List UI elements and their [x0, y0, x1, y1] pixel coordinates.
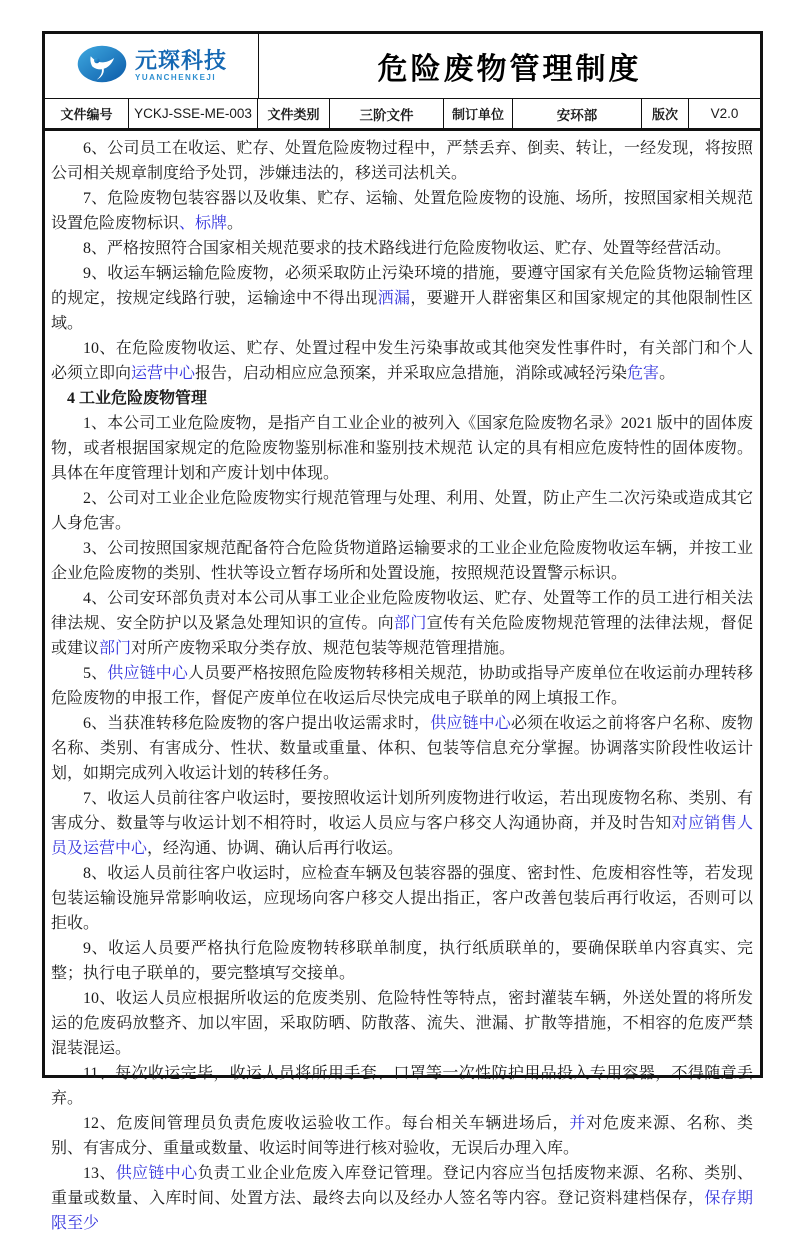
body-paragraph	[51, 861, 753, 936]
body-paragraph	[51, 136, 753, 186]
body-text: 3、公司按照国家规范配备符合危险货物道路运输要求的工业企业危险废物收运车辆，并按工业企业危险废物的类别、性状等设立暂存场所和处置设施，按照规范设置警示标识。	[51, 540, 753, 582]
document-page	[42, 31, 763, 1232]
body-paragraph	[51, 261, 753, 336]
body-text: 宣传有关危险废物规范管理的法律法规，督促或建议	[51, 615, 753, 657]
body-text: 对危废来源、名称、类别、有害成分、重量或数量、收运时间等进行核对验收，无误后办理入库。	[51, 1115, 753, 1157]
revised-text: 供应链中心	[430, 715, 511, 732]
body-text: 。	[659, 365, 676, 382]
body-text: 8、严格按照符合国家相关规范要求的技术路线进行危险废物收运、贮存、处置等经营活动。	[83, 240, 732, 257]
meta-label-drafting-unit: 制订单位	[451, 107, 504, 122]
body-text: 对所产废物采取分类存放、规范包装等规范管理措施。	[131, 640, 516, 657]
body-text: 7、收运人员前往客户收运时，要按照收运计划所列废物进行收运，若出现废物名称、类别、有害成分、数量等与收运计划不相符时，收运人员应与客户移交人沟通协商，并及时告知	[51, 790, 753, 832]
body-text: 12、危废间管理员负责危废收运验收工作。每台相关车辆进场后，	[83, 1115, 570, 1132]
body-paragraph	[51, 236, 753, 261]
body-text: 13、	[83, 1165, 116, 1182]
body-paragraph	[51, 661, 753, 711]
document-meta-row	[45, 99, 760, 131]
revised-text: 运营中心	[131, 365, 196, 382]
body-text: 必须在收运之前将客户名称、废物名称、类别、有害成分、性状、数量或重量、体积、包装等信息充分掌握。协调落实阶段性收运计划，如期完成列入收运计划的转移任务。	[51, 715, 753, 782]
logo-cell	[45, 34, 259, 98]
meta-label-doc-number: 文件编号	[60, 107, 113, 122]
body-text: 6、公司员工在收运、贮存、处置危险废物过程中，严禁丢弃、倒卖、转让，一经发现，将按照公司相关规章制度给予处罚，涉嫌违法的，移送司法机关。	[51, 140, 753, 182]
meta-label-version: 版次	[651, 107, 678, 122]
revised-text: 、标牌	[179, 215, 228, 232]
body-text: 9、收运人员要严格执行危险废物转移联单制度，执行纸质联单的，要确保联单内容真实、完整；执行电子联单的，要完整填写交接单。	[51, 940, 753, 982]
body-text: 6、当获准转移危险废物的客户提出收运需求时，	[83, 715, 431, 732]
body-paragraph	[51, 186, 753, 236]
body-text: 10、在危险废物收运、贮存、处置过程中发生污染事故或其他突发性事件时，有关部门和个人必须立即向	[51, 340, 753, 382]
company-logo-icon	[76, 44, 128, 89]
body-paragraph	[51, 536, 753, 586]
body-text: 9、收运车辆运输危险废物，必须采取防止污染环境的措施，要遵守国家有关危险货物运输管理的规定，按规定线路行驶，运输途中不得出现	[51, 265, 753, 307]
body-paragraph	[51, 411, 753, 486]
revised-text: 保存期限至少	[51, 1190, 753, 1232]
body-text: 2、公司对工业企业危险废物实行规范管理与处理、利用、处置，防止产生二次污染或造成其它人身危害。	[51, 490, 753, 532]
body-text: 人员要严格按照危险废物转移相关规范，协助或指导产废单位在收运前办理转移危险废物的申报工作，督促产废单位在收运后尽快完成电子联单的网上填报工作。	[51, 665, 753, 707]
body-text: 报告，启动相应应急预案，并采取应急措施，消除或减轻污染	[195, 365, 628, 382]
meta-value-doc-category: 三阶文件	[359, 107, 414, 123]
meta-label-doc-category: 文件类别	[267, 107, 320, 122]
logo-wordmark	[135, 50, 227, 82]
document-header	[45, 34, 760, 99]
revised-text: 洒漏	[377, 290, 411, 307]
meta-value-doc-number: YCKJ-SSE-ME-003	[134, 106, 252, 121]
company-name-cn: 元琛科技	[134, 48, 227, 73]
body-paragraph	[51, 486, 753, 536]
page-title: 危险废物管理制度	[377, 53, 642, 86]
body-paragraph	[51, 1061, 753, 1111]
revised-text: 部门	[99, 640, 132, 657]
body-paragraph	[51, 1161, 753, 1236]
title-cell	[259, 34, 760, 98]
body-text: 8、收运人员前往客户收运时，应检查车辆及包装容器的强度、密封性、危废相容性等，若发现包装运输设施异常影响收运，应现场向客户移交人提出指正，客户改善包装后再行收运，否则可以拒收。	[51, 865, 753, 932]
meta-value-drafting-unit: 安环部	[556, 107, 598, 123]
body-text: 11、每次收运完毕，收运人员将所用手套、口罩等一次性防护用品投入专用容器，不得随意丢弃。	[51, 1065, 753, 1107]
revised-text: 部门	[393, 615, 427, 632]
revised-text: 供应链中心	[115, 1165, 198, 1182]
body-paragraph	[51, 936, 753, 986]
body-text: 1、本公司工业危险废物，是指产自工业企业的被列入《国家危险废物名录》2021 版中的固体废物，或者根据国家规定的危险废物鉴别标准和鉴别技术规范 认定的具有相应危废特性的固体废物。具体在年度管理计划和产废计划中体现。	[51, 415, 753, 482]
section-heading	[51, 386, 753, 411]
body-paragraph	[51, 586, 753, 661]
body-text: 5、	[83, 665, 108, 682]
body-text: 4 工业危险废物管理	[67, 390, 208, 407]
body-paragraph	[51, 336, 753, 386]
body-text: 10、收运人员应根据所收运的危废类别、危险特性等特点，密封灌装车辆，外送处置的将所发运的危废码放整齐、加以牢固，采取防晒、防散落、流失、泄漏、扩散等措施，不相容的危废严禁混装混运。	[51, 990, 753, 1057]
body-paragraph	[51, 711, 753, 786]
company-name-en: YUANCHENKEJI	[134, 73, 217, 82]
body-text: 4、公司安环部负责对本公司从事工业企业危险废物收运、贮存、处置等工作的员工进行相关法律法规、安全防护以及紧急处理知识的宣传。向	[51, 590, 753, 632]
body-text: ，要避开人群密集区和国家规定的其他限制性区域。	[51, 290, 753, 332]
body-paragraph	[51, 786, 753, 861]
body-text: 负责工业企业危废入库登记管理。登记内容应当包括废物来源、名称、类别、重量或数量、入库时间、处置方法、最终去向以及经办人签名等内容。登记资料建档保存，	[51, 1165, 753, 1207]
body-text: 7、危险废物包装容器以及收集、贮存、运输、处置危险废物的设施、场所，按照国家相关规范设置危险废物标识	[51, 190, 753, 232]
body-paragraph	[51, 986, 753, 1061]
revised-text: 对应销售人员及运营中心	[51, 815, 753, 857]
revised-text: 危害	[627, 365, 660, 382]
document-body	[45, 131, 760, 1232]
body-paragraph	[51, 1111, 753, 1161]
revised-text: 并	[569, 1115, 587, 1132]
revised-text: 供应链中心	[107, 665, 189, 682]
body-text: ，经沟通、协调、确认后再行收运。	[147, 840, 404, 857]
meta-value-version: V2.0	[710, 106, 739, 121]
body-text: 。	[227, 215, 244, 232]
